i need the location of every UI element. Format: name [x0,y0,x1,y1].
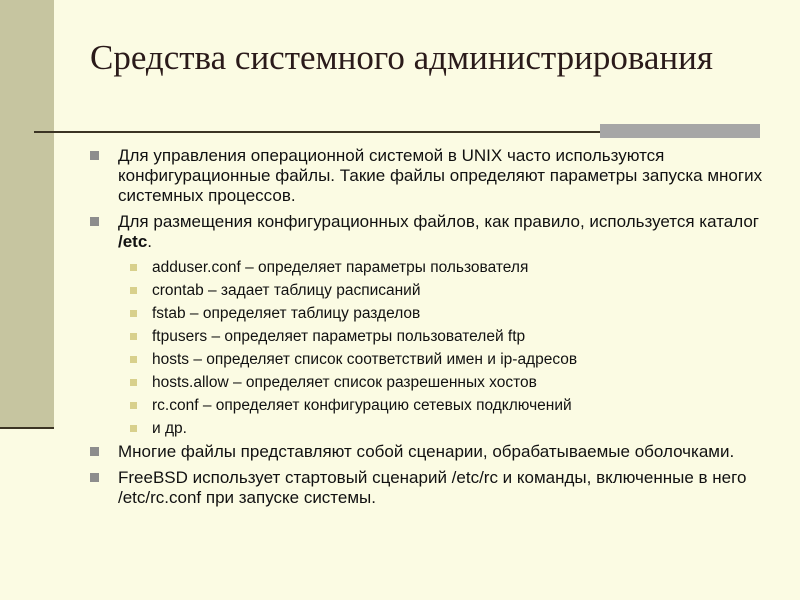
square-bullet-icon [130,310,137,317]
sub-bullet-item [88,394,778,417]
sub-bullet-item [88,325,778,348]
bullet-text: FreeBSD использует стартовый сценарий /etc/rc и команды, включенные в него /etc/rc.conf при запуске системы. [118,468,747,507]
bullet-item [88,146,778,206]
sub-bullet-item [88,256,778,279]
square-bullet-icon [130,402,137,409]
sub-bullet-item [88,417,778,440]
sub-bullet-text: ftpusers – определяет параметры пользователей ftp [152,328,526,345]
square-bullet-icon [90,151,99,160]
sub-bullet-text: crontab – задает таблицу расписаний [152,282,421,299]
square-bullet-icon [130,264,137,271]
bullet-text: Для размещения конфигурационных файлов, как правило, используется каталог [118,212,760,231]
bullet-item [88,212,778,252]
sub-bullet-text: hosts.allow – определяет список разрешенных хостов [152,374,537,391]
bullet-text: Для управления операционной системой в UNIX часто используются конфигурационные файлы. Такие файлы определяют параметры запуска многих системных процессов. [118,146,763,205]
sub-bullet-list [88,256,778,440]
slide-title: Средства системного администрирования [90,38,713,77]
etc-path: /etc [118,232,148,251]
sub-bullet-text: rc.conf – определяет конфигурацию сетевых подключений [152,397,572,414]
sub-bullet-text: fstab – определяет таблицу разделов [152,305,421,322]
left-decorative-bar [0,0,54,428]
square-bullet-icon [130,356,137,363]
sub-bullet-item [88,348,778,371]
square-bullet-icon [130,333,137,340]
square-bullet-icon [90,473,99,482]
square-bullet-icon [90,217,99,226]
bullet-item [88,442,778,462]
square-bullet-icon [90,447,99,456]
sub-bullet-item [88,279,778,302]
title-accent-bar [600,124,760,138]
bullet-text: Многие файлы представляют собой сценарии, обрабатываемые оболочками. [118,442,735,461]
sub-bullet-text: и др. [152,420,187,437]
bullet-text-end: . [147,232,153,251]
sub-bullet-text: hosts – определяет список соответствий имен и ip-адресов [152,351,578,368]
bullet-item [88,468,778,508]
square-bullet-icon [130,379,137,386]
left-bar-divider [0,427,54,429]
sub-bullet-item [88,371,778,394]
sub-bullet-text: adduser.conf – определяет параметры пользователя [152,259,529,276]
slide-content [88,146,778,514]
square-bullet-icon [130,287,137,294]
sub-bullet-item [88,302,778,325]
square-bullet-icon [130,425,137,432]
